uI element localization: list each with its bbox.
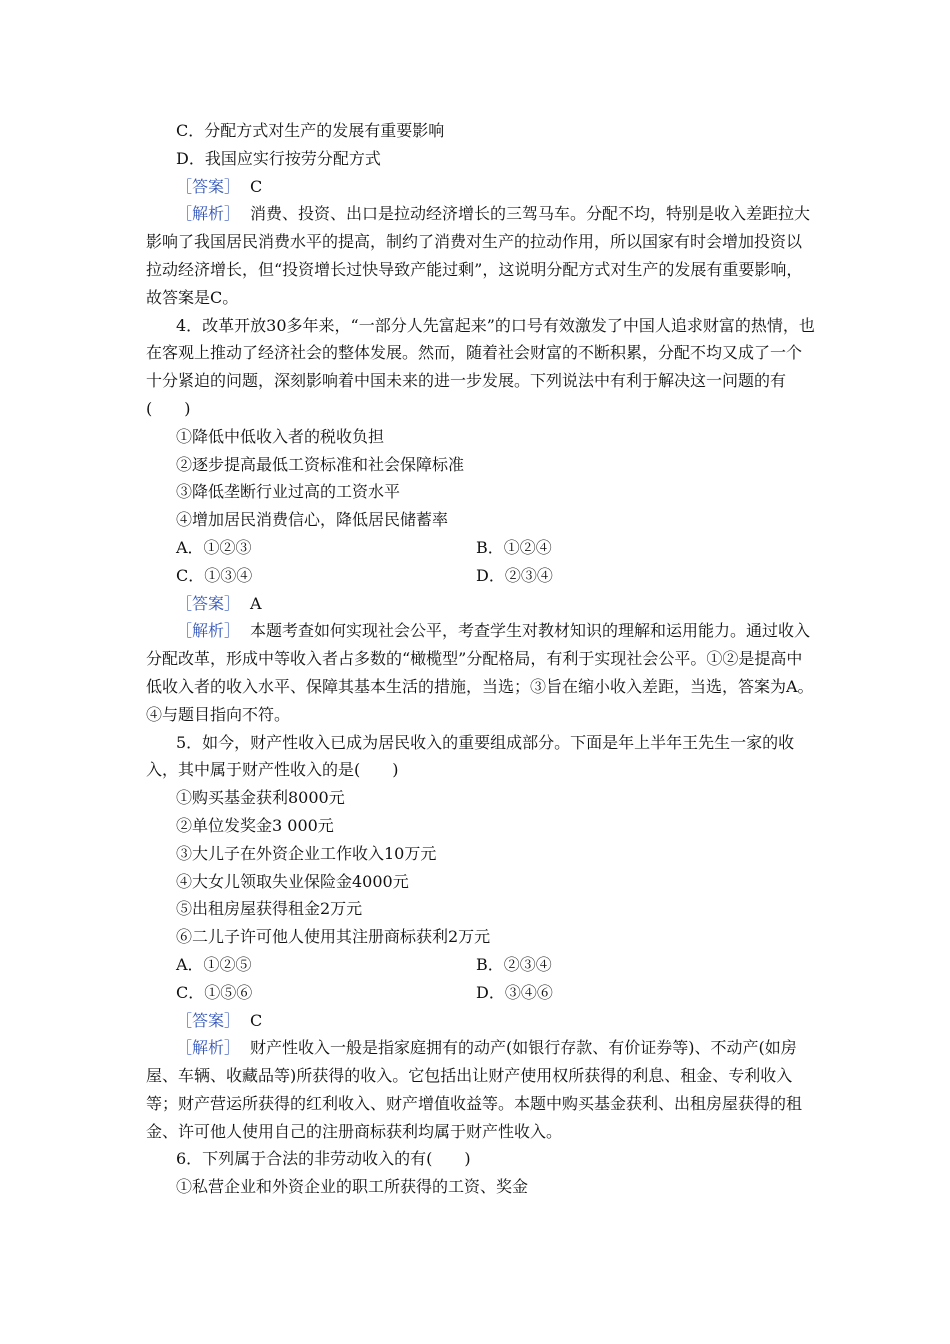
q3-answer: [146, 173, 815, 201]
q4-options-row-1: [146, 534, 815, 562]
q4-options-row-2: [146, 562, 815, 590]
answer-value: C: [250, 1010, 263, 1030]
q5-item: ⑥二儿子许可他人使用其注册商标获利2万元: [176, 927, 491, 947]
q4-item: ②逐步提高最低工资标准和社会保障标准: [176, 454, 465, 474]
analysis-tag: ［解析］: [176, 1038, 241, 1058]
q4-option-b: B．①②④: [476, 537, 552, 557]
q5-option-b: B．②③④: [476, 954, 552, 974]
q4-item: ③降低垄断行业过高的工资水平: [176, 482, 401, 502]
q5-options-row-1: [146, 951, 815, 979]
q4-answer: [146, 590, 815, 618]
q5-option-c: C．①⑤⑥: [176, 982, 253, 1002]
q5-item: ②单位发奖金3 000元: [176, 815, 334, 835]
analysis-text: 本题考查如何实现社会公平，考查学生对教材知识的理解和运用能力。通过收入分配改革，形成中等收入者占多数的“橄榄型”分配格局，有利于实现社会公平。①②是提高中低收入者的收入水平、保障其基本生活的措施，当选；③旨在缩小收入差距，当选，答案为A。④与题目指向不符。: [146, 621, 814, 724]
q5-analysis: [146, 1034, 815, 1145]
q5-item: ①购买基金获利8000元: [176, 788, 345, 808]
q3-option-d: D．我国应实行按劳分配方式: [176, 148, 381, 168]
q5-item: ③大儿子在外资企业工作收入10万元: [176, 843, 437, 863]
q3-analysis: [146, 200, 815, 311]
q4-item: ④增加居民消费信心，降低居民储蓄率: [176, 510, 449, 530]
q4-option-a: A．①②③: [176, 537, 252, 557]
q5-item: ④大女儿领取失业保险金4000元: [176, 871, 409, 891]
q5-stem: 5．如今，财产性收入已成为居民收入的重要组成部分。下面是年上半年王先生一家的收入，其中属于财产性收入的是( ): [146, 732, 795, 780]
q5-options-row-2: [146, 979, 815, 1007]
analysis-tag: ［解析］: [176, 621, 241, 641]
q4-stem: 4．改革开放30多年来，“一部分人先富起来”的口号有效激发了中国人追求财富的热情，也在客观上推动了经济社会的整体发展。然而，随着社会财富的不断积累，分配不均又成了一个十分紧迫的问题，深刻影响着中国未来的进一步发展。下列说法中有利于解决这一问题的有( ): [146, 315, 815, 418]
q4-item: ①降低中低收入者的税收负担: [176, 426, 385, 446]
q5-answer: [146, 1007, 815, 1035]
q5-option-d: D．③④⑥: [476, 982, 553, 1002]
answer-tag: ［答案］: [176, 176, 241, 196]
q4-option-c: C．①③④: [176, 565, 253, 585]
q6-item: ①私营企业和外资企业的职工所获得的工资、奖金: [176, 1177, 529, 1197]
answer-tag: ［答案］: [176, 593, 241, 613]
answer-value: C: [250, 176, 263, 196]
q4-option-d: D．②③④: [476, 565, 553, 585]
answer-tag: ［答案］: [176, 1010, 241, 1030]
analysis-tag: ［解析］: [176, 204, 241, 224]
q6-stem: 6．下列属于合法的非劳动收入的有( ): [176, 1149, 471, 1169]
q4-analysis: [146, 617, 815, 728]
q3-option-c: C．分配方式对生产的发展有重要影响: [176, 121, 445, 140]
analysis-text: 消费、投资、出口是拉动经济增长的三驾马车。分配不均，特别是收入差距拉大影响了我国居民消费水平的提高，制约了消费对生产的拉动作用，所以国家有时会增加投资以拉动经济增长，但“投资增长过快导致产能过剩”，这说明分配方式对生产的发展有重要影响，故答案是C。: [146, 204, 811, 307]
q5-option-a: A．①②⑤: [176, 954, 252, 974]
q5-item: ⑤出租房屋获得租金2万元: [176, 899, 363, 919]
answer-value: A: [250, 593, 262, 613]
analysis-text: 财产性收入一般是指家庭拥有的动产(如银行存款、有价证券等)、不动产(如房屋、车辆、收藏品等)所获得的收入。它包括出让财产使用权所获得的利息、租金、专利收入等；财产营运所获得的红利收入、财产增值收益等。本题中购买基金获利、出租房屋获得的租金、许可他人使用自己的注册商标获利均属于财产性收入。: [146, 1038, 803, 1141]
